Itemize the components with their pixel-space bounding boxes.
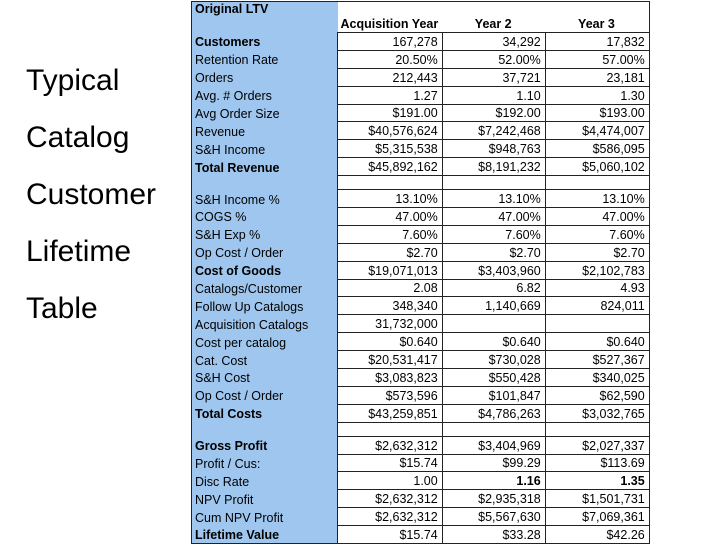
value-cell: 6.82	[442, 279, 545, 297]
value-cell: $42.26	[545, 526, 649, 544]
value-cell: $5,567,630	[442, 508, 545, 526]
value-cell: $550,428	[442, 369, 545, 387]
spacer-cell	[192, 176, 338, 190]
table-header-row	[192, 2, 650, 33]
value-cell: $2,027,337	[545, 436, 649, 454]
value-cell: $101,847	[442, 386, 545, 404]
row-label: NPV Profit	[192, 490, 338, 508]
value-cell: 1.16	[442, 472, 545, 490]
value-cell: 47.00%	[545, 208, 649, 226]
row-label: Revenue	[192, 122, 338, 140]
value-cell: 1.10	[442, 86, 545, 104]
value-cell: $7,242,468	[442, 122, 545, 140]
value-cell: 1.27	[338, 86, 443, 104]
value-cell: 167,278	[338, 33, 443, 51]
value-cell: $191.00	[338, 104, 443, 122]
spacer-cell	[192, 422, 338, 436]
column-header: Year 3	[545, 2, 649, 33]
value-cell: 47.00%	[442, 208, 545, 226]
row-label: Op Cost / Order	[192, 386, 338, 404]
row-label: S&H Exp %	[192, 225, 338, 243]
value-cell: $2,632,312	[338, 490, 443, 508]
value-cell: $3,403,960	[442, 261, 545, 279]
row-label: Acquisition Catalogs	[192, 315, 338, 333]
table-row	[192, 508, 650, 526]
column-header: Acquisition Year	[338, 2, 443, 33]
table-row	[192, 297, 650, 315]
row-label: Gross Profit	[192, 436, 338, 454]
value-cell: $43,259,851	[338, 404, 443, 422]
value-cell	[442, 315, 545, 333]
value-cell	[545, 315, 649, 333]
value-cell: $7,069,361	[545, 508, 649, 526]
value-cell: 34,292	[442, 33, 545, 51]
value-cell: $4,786,263	[442, 404, 545, 422]
value-cell: $192.00	[442, 104, 545, 122]
table-row	[192, 190, 650, 208]
value-cell: 824,011	[545, 297, 649, 315]
value-cell: 7.60%	[442, 225, 545, 243]
row-label: Retention Rate	[192, 50, 338, 68]
table-row	[192, 104, 650, 122]
value-cell: $0.640	[442, 333, 545, 351]
spacer-cell	[442, 176, 545, 190]
value-cell: $20,531,417	[338, 351, 443, 369]
value-cell: $62,590	[545, 386, 649, 404]
row-label: Profit / Cus:	[192, 454, 338, 472]
value-cell: 2.08	[338, 279, 443, 297]
value-cell: $5,060,102	[545, 158, 649, 176]
row-label: S&H Cost	[192, 369, 338, 387]
spacer-cell	[545, 422, 649, 436]
value-cell: $113.69	[545, 454, 649, 472]
row-label: S&H Income	[192, 140, 338, 158]
table-row	[192, 404, 650, 422]
title-line: Lifetime	[26, 235, 132, 268]
table-row	[192, 122, 650, 140]
value-cell: $340,025	[545, 369, 649, 387]
table-row	[192, 86, 650, 104]
value-cell: 348,340	[338, 297, 443, 315]
value-cell: $586,095	[545, 140, 649, 158]
value-cell: $3,032,765	[545, 404, 649, 422]
row-label: S&H Income %	[192, 190, 338, 208]
value-cell: $2,935,318	[442, 490, 545, 508]
row-label: COGS %	[192, 208, 338, 226]
spacer-row	[192, 176, 650, 190]
value-cell: $0.640	[545, 333, 649, 351]
table-row	[192, 386, 650, 404]
table-row	[192, 50, 650, 68]
value-cell: $3,404,969	[442, 436, 545, 454]
table-row	[192, 261, 650, 279]
value-cell: $19,071,013	[338, 261, 443, 279]
value-cell: $99.29	[442, 454, 545, 472]
value-cell: $15.74	[338, 454, 443, 472]
table-row	[192, 472, 650, 490]
table-row	[192, 333, 650, 351]
value-cell: 47.00%	[338, 208, 443, 226]
value-cell: $2,102,783	[545, 261, 649, 279]
value-cell: $2.70	[338, 243, 443, 261]
spacer-cell	[545, 176, 649, 190]
row-label: Op Cost / Order	[192, 243, 338, 261]
value-cell: $40,576,624	[338, 122, 443, 140]
value-cell: $5,315,538	[338, 140, 443, 158]
value-cell: $2.70	[545, 243, 649, 261]
table-row	[192, 140, 650, 158]
ltv-table	[191, 1, 650, 544]
table-row	[192, 158, 650, 176]
table-row	[192, 436, 650, 454]
value-cell: 57.00%	[545, 50, 649, 68]
row-label: Lifetime Value	[192, 526, 338, 544]
value-cell: $8,191,232	[442, 158, 545, 176]
value-cell: 23,181	[545, 68, 649, 86]
value-cell: 13.10%	[442, 190, 545, 208]
value-cell: 1.30	[545, 86, 649, 104]
title-line: Customer	[26, 178, 157, 211]
value-cell: $1,501,731	[545, 490, 649, 508]
row-label: Total Costs	[192, 404, 338, 422]
value-cell: 31,732,000	[338, 315, 443, 333]
value-cell: 7.60%	[338, 225, 443, 243]
value-cell: $730,028	[442, 351, 545, 369]
value-cell: 1.00	[338, 472, 443, 490]
value-cell: $15.74	[338, 526, 443, 544]
row-label: Total Revenue	[192, 158, 338, 176]
value-cell: $0.640	[338, 333, 443, 351]
value-cell: $573,596	[338, 386, 443, 404]
row-label: Cat. Cost	[192, 351, 338, 369]
spacer-cell	[338, 176, 443, 190]
table-row	[192, 208, 650, 226]
row-label: Disc Rate	[192, 472, 338, 490]
value-cell: $33.28	[442, 526, 545, 544]
value-cell: $3,083,823	[338, 369, 443, 387]
row-label: Orders	[192, 68, 338, 86]
row-label: Cost per catalog	[192, 333, 338, 351]
value-cell: 13.10%	[545, 190, 649, 208]
row-label: Catalogs/Customer	[192, 279, 338, 297]
table-row	[192, 369, 650, 387]
row-label: Cost of Goods	[192, 261, 338, 279]
value-cell: $193.00	[545, 104, 649, 122]
value-cell: $45,892,162	[338, 158, 443, 176]
table-row	[192, 351, 650, 369]
row-label: Avg. # Orders	[192, 86, 338, 104]
table-row	[192, 243, 650, 261]
value-cell: 1.35	[545, 472, 649, 490]
value-cell: $2,632,312	[338, 508, 443, 526]
table-row	[192, 68, 650, 86]
value-cell: 20.50%	[338, 50, 443, 68]
header-label: Original LTV	[192, 2, 338, 33]
table-row	[192, 279, 650, 297]
table-row	[192, 315, 650, 333]
value-cell: $948,763	[442, 140, 545, 158]
slide-title	[26, 52, 156, 337]
table-row	[192, 526, 650, 544]
value-cell: $527,367	[545, 351, 649, 369]
value-cell: $2.70	[442, 243, 545, 261]
title-line: Table	[26, 292, 98, 325]
value-cell: 17,832	[545, 33, 649, 51]
table-row	[192, 33, 650, 51]
value-cell: $2,632,312	[338, 436, 443, 454]
spacer-cell	[442, 422, 545, 436]
table-row	[192, 225, 650, 243]
row-label: Avg Order Size	[192, 104, 338, 122]
spacer-cell	[338, 422, 443, 436]
value-cell: $4,474,007	[545, 122, 649, 140]
title-line: Catalog	[26, 121, 130, 154]
table-row	[192, 490, 650, 508]
value-cell: 52.00%	[442, 50, 545, 68]
value-cell: 13.10%	[338, 190, 443, 208]
row-label: Cum NPV Profit	[192, 508, 338, 526]
title-line: Typical	[26, 64, 120, 97]
value-cell: 4.93	[545, 279, 649, 297]
row-label: Follow Up Catalogs	[192, 297, 338, 315]
column-header: Year 2	[442, 2, 545, 33]
table-row	[192, 454, 650, 472]
value-cell: 37,721	[442, 68, 545, 86]
value-cell: 7.60%	[545, 225, 649, 243]
value-cell: 1,140,669	[442, 297, 545, 315]
value-cell: 212,443	[338, 68, 443, 86]
row-label: Customers	[192, 33, 338, 51]
spacer-row	[192, 422, 650, 436]
